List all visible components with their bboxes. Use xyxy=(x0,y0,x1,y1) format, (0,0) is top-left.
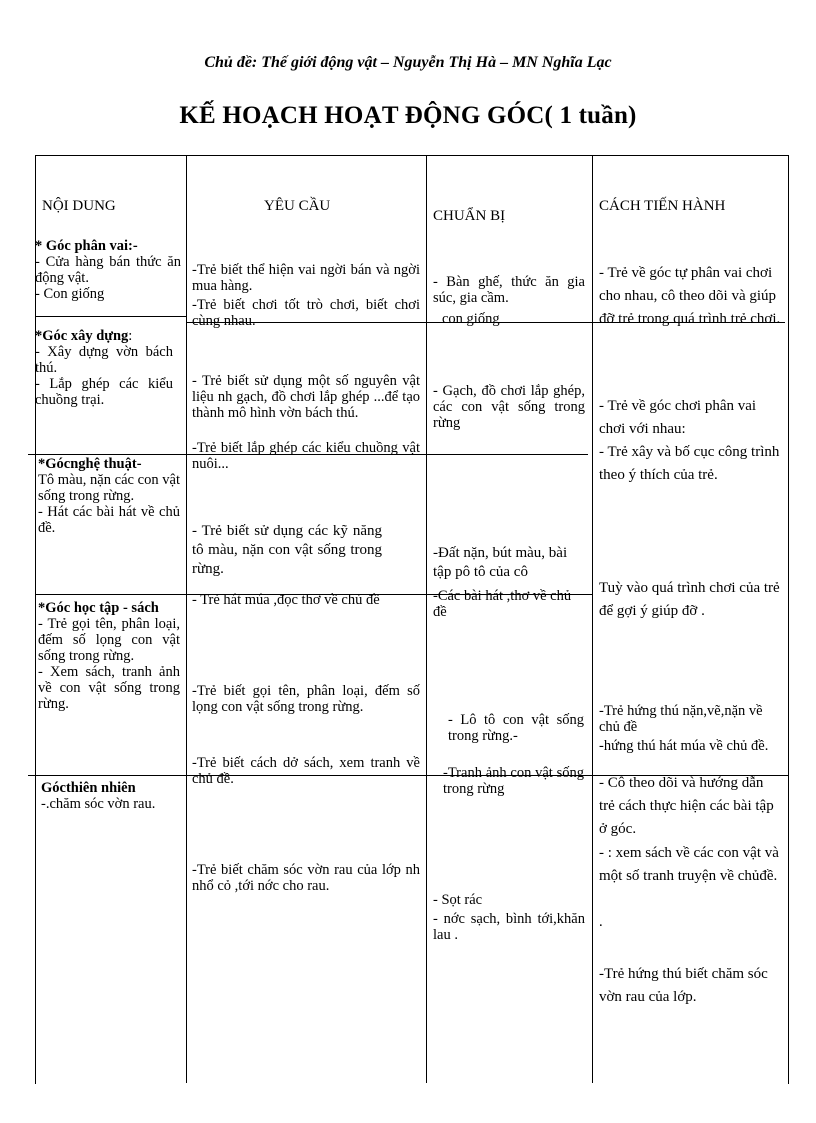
corner-item: - Xem sách, tranh ảnh về con vật sống trong rừng. xyxy=(38,664,180,712)
procedure: Tuỳ vào quá trình chơi của trẻ để gợi ý giúp đỡ . xyxy=(599,580,780,619)
corner-item: - Trẻ gọi tên, phân loại, đếm số lọng con vật sống trong rừng. xyxy=(38,616,180,664)
header-yeu-cau: YÊU CẦU xyxy=(264,198,331,214)
requirement: - Trẻ biết sử dụng các kỹ năng tô màu, nặn con vật sống trong rừng. xyxy=(192,523,382,577)
preparation: - Gạch, đồ chơi lắp ghép, các con vật sống trong rừng xyxy=(433,383,585,431)
corner-item: Tô màu, nặn các con vật sống trong rừng. xyxy=(38,472,180,504)
procedure: -Trẻ hứng thú biết chăm sóc vờn rau của lớp. xyxy=(599,966,768,1005)
preparation: -Đất nặn, bút màu, bài tập pô tô của cô xyxy=(433,545,568,580)
column-divider xyxy=(186,155,187,1083)
corner-nature xyxy=(41,780,181,812)
corner-title: Gócthiên nhiên xyxy=(41,780,136,796)
header-chuan-bi: CHUẨN BỊ xyxy=(433,208,506,224)
corner-item: - Xây dựng vờn bách thú. xyxy=(35,344,173,376)
corner-title: *Gócnghệ thuật- xyxy=(38,456,142,472)
header-cach-tien-hanh: CÁCH TIẾN HÀNH xyxy=(599,198,726,214)
procedure: - Cô theo dõi và hướng dẫn trẻ cách thực hiện các bài tập ở góc. xyxy=(599,775,774,837)
corner-title: *Góc xây dựng xyxy=(35,328,129,344)
requirement: -Trẻ biết lắp ghép các kiểu chuồng vật nuôi... xyxy=(192,440,420,472)
corner-item: - Hát các bài hát về chủ đề. xyxy=(38,504,180,536)
procedure: - Trẻ về góc tự phân vai chơi cho nhau, cô theo dõi và giúp đỡ trẻ trong quá trình trẻ chơi. xyxy=(599,265,781,327)
corner-item: - Con giống xyxy=(35,286,105,302)
procedure: . xyxy=(599,914,603,930)
preparation: - nớc sạch, bình tới,khăn lau . xyxy=(433,911,585,943)
requirement: -Trẻ biết chăm sóc vờn rau của lớp nh nhổ cỏ ,tới nớc cho rau. xyxy=(192,862,420,894)
corner-building xyxy=(35,328,173,408)
corner-roleplay xyxy=(35,238,181,302)
preparation: -Tranh ảnh con vật sống trong rừng xyxy=(443,765,584,797)
preparation: - Bàn ghế, thức ăn gia súc, gia cầm. xyxy=(433,274,585,306)
preparation: -Các bài hát ,thơ về chủ đề xyxy=(433,588,572,620)
preparation: - Lô tô con vật sống trong rừng.- xyxy=(448,712,584,744)
header-noi-dung: NỘI DUNG xyxy=(42,198,116,214)
column-divider xyxy=(426,155,427,1083)
preparation: con giống xyxy=(442,311,500,327)
procedure: - : xem sách về các con vật và một số tranh truyện về chủđề. xyxy=(599,845,779,884)
corner-title: * Góc phân vai:- xyxy=(35,238,138,254)
corner-item: -.chăm sóc vờn rau. xyxy=(41,796,156,812)
procedure: -hứng thú hát múa về chủ đề. xyxy=(599,738,769,754)
corner-title: *Góc học tập - sách xyxy=(38,600,159,616)
page-title: KẾ HOẠCH HOẠT ĐỘNG GÓC( 1 tuần) xyxy=(179,102,637,129)
requirement: -Trẻ biết chơi tốt trò chơi, biết chơi cùng nhau. xyxy=(192,297,420,329)
row-divider xyxy=(35,316,186,317)
procedure: - Trẻ về góc chơi phân vai chơi với nhau: xyxy=(599,398,757,437)
requirement: - Trẻ hát múa ,đọc thơ về chủ đề xyxy=(192,592,380,608)
corner-title-colon: : xyxy=(128,328,133,344)
procedure: - Trẻ xây và bố cục công trình theo ý thích của trẻ. xyxy=(599,444,780,483)
corner-art xyxy=(38,456,180,536)
procedure: -Trẻ hứng thú nặn,vẽ,nặn về chủ đề xyxy=(599,703,763,735)
preparation: - Sọt rác xyxy=(433,892,483,908)
requirement: -Trẻ biết cách dở sách, xem tranh về chủ đề. xyxy=(192,755,420,787)
requirement: -Trẻ biết thể hiện vai ngời bán và ngời mua hàng. xyxy=(192,262,420,294)
corner-study-books xyxy=(38,600,180,712)
corner-item: - Lắp ghép các kiểu chuồng trại. xyxy=(35,376,173,408)
document-subtitle: Chủ đề: Thế giới động vật – Nguyễn Thị Hà – MN Nghĩa Lạc xyxy=(204,54,612,71)
requirement: -Trẻ biết gọi tên, phân loại, đếm số lọng con vật sống trong rừng. xyxy=(192,683,420,715)
column-divider xyxy=(592,155,593,1083)
requirement: - Trẻ biết sử dụng một số nguyên vật liệu nh gạch, đồ chơi lắp ghép ...để tạo thành mô hình vờn bách thú. xyxy=(192,373,420,421)
corner-item: - Cửa hàng bán thức ăn động vật. xyxy=(35,254,181,286)
